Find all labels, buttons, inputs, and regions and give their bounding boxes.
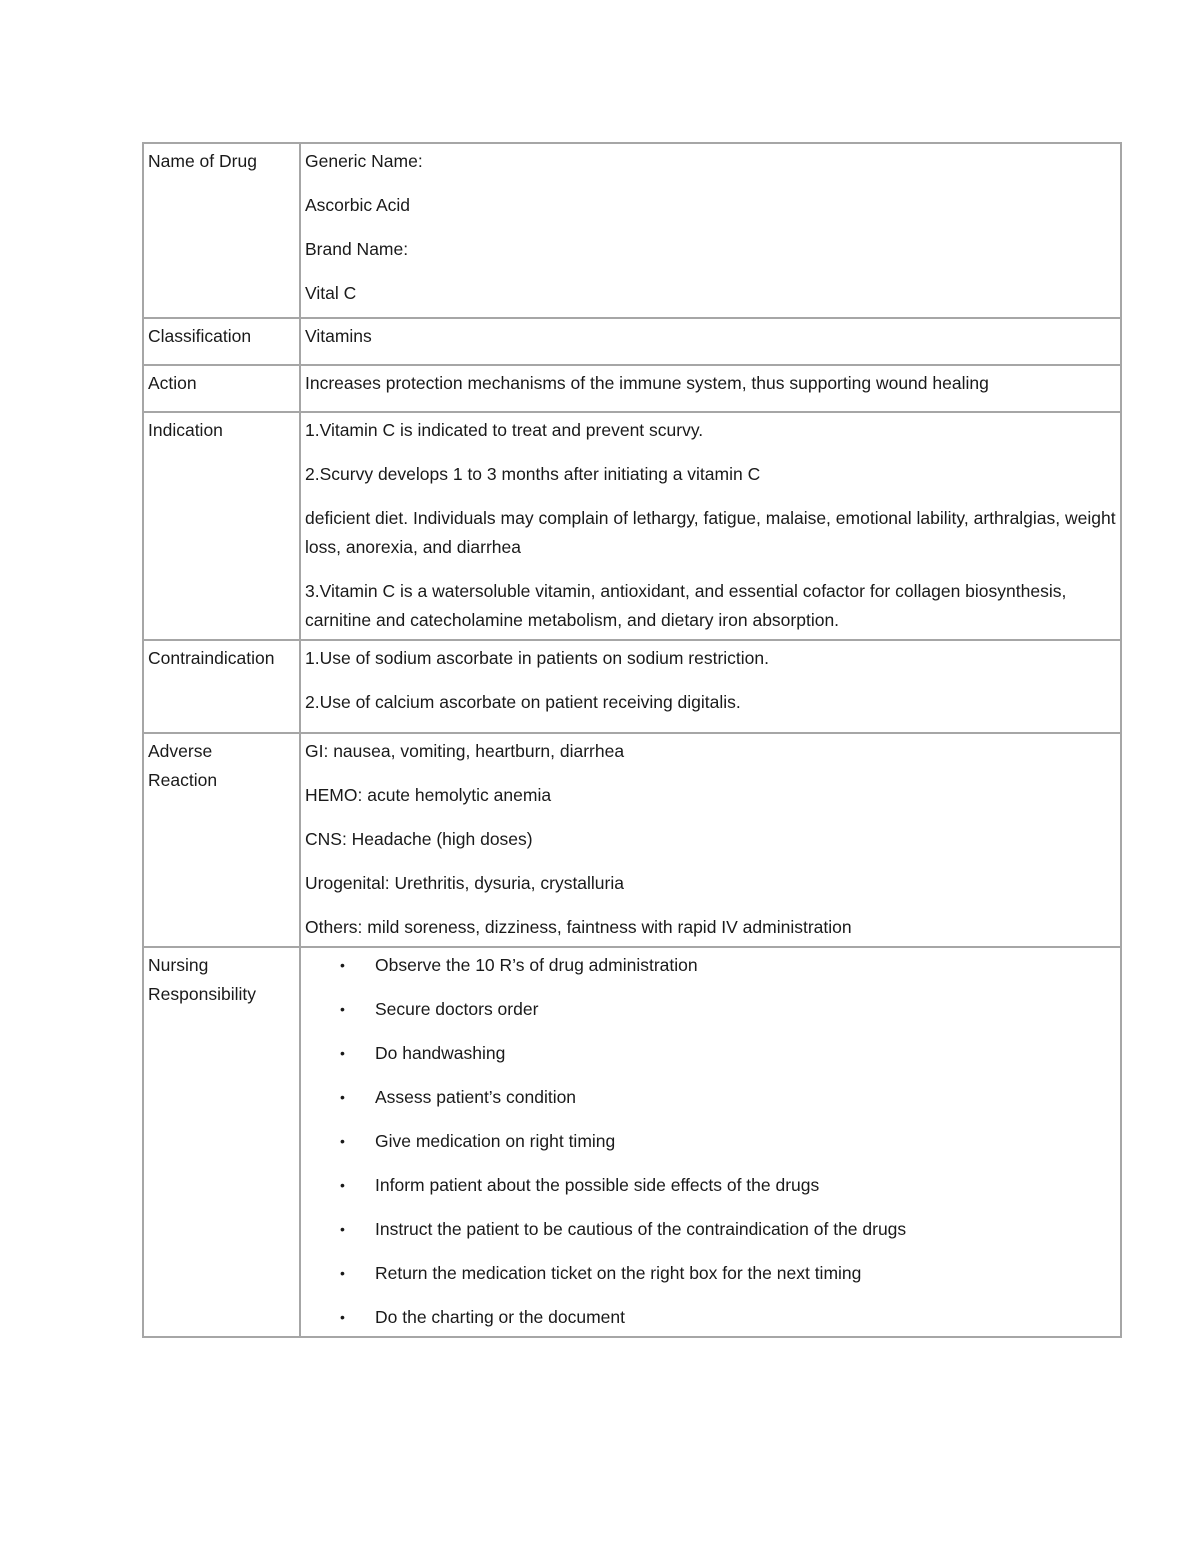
label-text: Classification xyxy=(148,326,252,346)
nursing-item-text: Secure doctors order xyxy=(375,999,539,1019)
indication-item: 1.Vitamin C is indicated to treat and prevent scurvy. xyxy=(305,420,704,440)
bullet-icon: • xyxy=(340,1177,345,1193)
label-name-of-drug xyxy=(143,143,300,318)
label-text: Action xyxy=(148,373,197,393)
list-item xyxy=(305,951,1116,980)
contraindication-item: 2.Use of calcium ascorbate on patient receiving digitalis. xyxy=(305,692,741,712)
label-text-line2: Responsibility xyxy=(148,984,256,1004)
nursing-item-text: Instruct the patient to be cautious of the contraindication of the drugs xyxy=(375,1219,907,1239)
drug-card-table xyxy=(142,142,1122,1338)
adverse-item: GI: nausea, vomiting, heartburn, diarrhea xyxy=(305,741,625,761)
row-contraindication xyxy=(143,640,1121,733)
bullet-icon: • xyxy=(340,957,345,973)
label-indication xyxy=(143,412,300,640)
nursing-item-text: Do the charting or the document xyxy=(375,1307,626,1327)
row-nursing-responsibility xyxy=(143,947,1121,1337)
value-indication xyxy=(300,412,1121,640)
list-item xyxy=(305,1039,1116,1068)
value-name-of-drug xyxy=(300,143,1121,318)
list-item xyxy=(305,1303,1116,1332)
indication-item: 3.Vitamin C is a watersoluble vitamin, antioxidant, and essential cofactor for collagen biosynthesis, carnitine and catecholamine metabolism, and dietary iron absorption. xyxy=(305,581,1067,630)
value-classification xyxy=(300,318,1121,365)
brand-name-label: Brand Name: xyxy=(305,239,409,259)
bullet-icon: • xyxy=(340,1133,345,1149)
classification-value: Vitamins xyxy=(305,326,372,346)
list-item xyxy=(305,995,1116,1024)
generic-name-value: Ascorbic Acid xyxy=(305,195,411,215)
adverse-item: CNS: Headache (high doses) xyxy=(305,829,533,849)
adverse-item: Urogenital: Urethritis, dysuria, crystalluria xyxy=(305,873,624,893)
nursing-item-text: Inform patient about the possible side effects of the drugs xyxy=(375,1175,820,1195)
bullet-icon: • xyxy=(340,1221,345,1237)
generic-name-label: Generic Name: xyxy=(305,151,423,171)
label-classification xyxy=(143,318,300,365)
nursing-list xyxy=(305,951,1116,1332)
row-name-of-drug xyxy=(143,143,1121,318)
label-nursing-responsibility xyxy=(143,947,300,1337)
list-item xyxy=(305,1171,1116,1200)
list-item xyxy=(305,1083,1116,1112)
label-text-line1: Adverse xyxy=(148,741,213,761)
bullet-icon: • xyxy=(340,1001,345,1017)
value-action xyxy=(300,365,1121,412)
adverse-item: HEMO: acute hemolytic anemia xyxy=(305,785,552,805)
contraindication-item: 1.Use of sodium ascorbate in patients on sodium restriction. xyxy=(305,648,769,668)
value-contraindication xyxy=(300,640,1121,733)
list-item xyxy=(305,1215,1116,1244)
nursing-item-text: Assess patient’s condition xyxy=(375,1087,577,1107)
row-adverse-reaction xyxy=(143,733,1121,947)
label-text: Indication xyxy=(148,420,223,440)
row-indication xyxy=(143,412,1121,640)
value-adverse-reaction xyxy=(300,733,1121,947)
bullet-icon: • xyxy=(340,1265,345,1281)
label-text: Contraindication xyxy=(148,648,275,668)
indication-item: deficient diet. Individuals may complain of lethargy, fatigue, malaise, emotional lability, arthralgias, weight loss, anorexia, and diarrhea xyxy=(305,508,1116,557)
action-value: Increases protection mechanisms of the immune system, thus supporting wound healing xyxy=(305,373,989,393)
bullet-icon: • xyxy=(340,1089,345,1105)
row-classification xyxy=(143,318,1121,365)
label-contraindication xyxy=(143,640,300,733)
adverse-item: Others: mild soreness, dizziness, faintness with rapid IV administration xyxy=(305,917,852,937)
label-adverse-reaction xyxy=(143,733,300,947)
nursing-item-text: Do handwashing xyxy=(375,1043,506,1063)
list-item xyxy=(305,1259,1116,1288)
bullet-icon: • xyxy=(340,1309,345,1325)
brand-name-value: Vital C xyxy=(305,283,357,303)
list-item xyxy=(305,1127,1116,1156)
nursing-item-text: Return the medication ticket on the right box for the next timing xyxy=(375,1263,862,1283)
indication-item: 2.Scurvy develops 1 to 3 months after initiating a vitamin C xyxy=(305,464,761,484)
label-text-line1: Nursing xyxy=(148,955,209,975)
label-text-line2: Reaction xyxy=(148,770,218,790)
bullet-icon: • xyxy=(340,1045,345,1061)
nursing-item-text: Give medication on right timing xyxy=(375,1131,616,1151)
nursing-item-text: Observe the 10 R’s of drug administration xyxy=(375,955,698,975)
value-nursing-responsibility xyxy=(300,947,1121,1337)
row-action xyxy=(143,365,1121,412)
label-text: Name of Drug xyxy=(148,151,257,171)
label-action xyxy=(143,365,300,412)
